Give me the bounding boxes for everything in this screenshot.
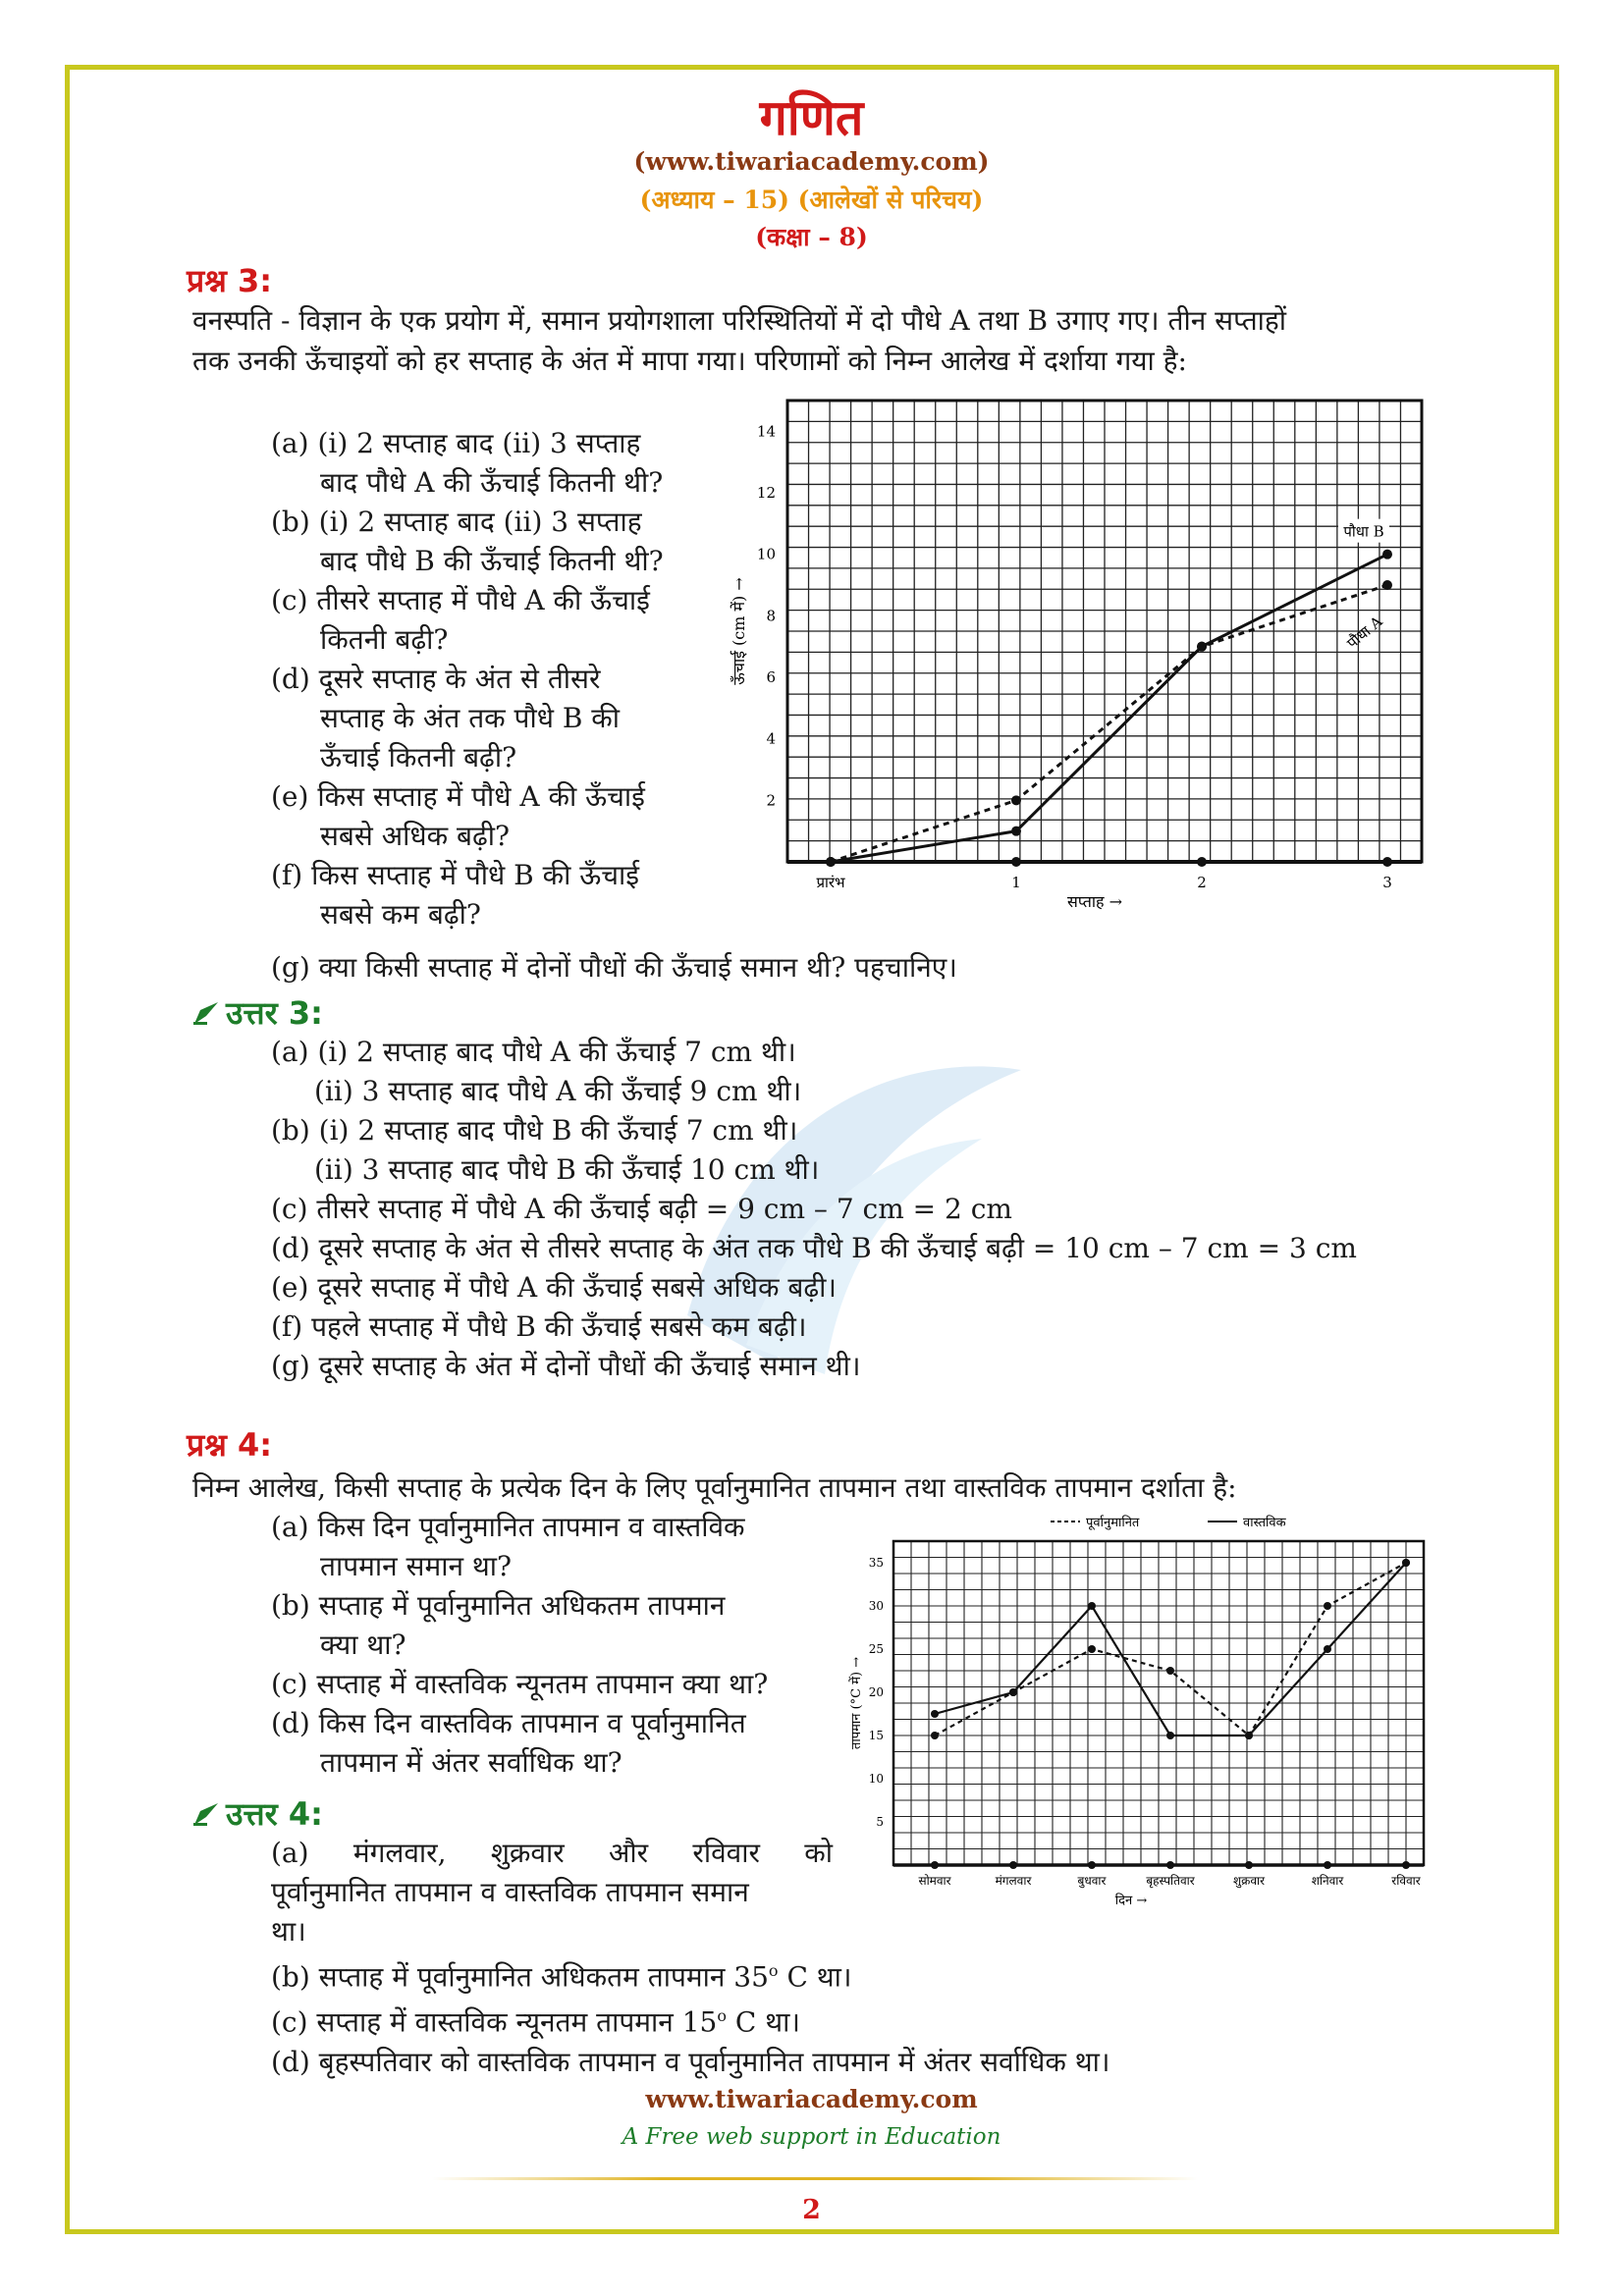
q4-part-d-line-1: (d) किस दिन वास्तविक तापमान व पूर्वानुमानित <box>271 1707 746 1739</box>
q3-part-d-line-2: सप्ताह के अंत तक पौधे B की <box>320 702 621 734</box>
q3-part-f-line-2: सबसे कम बढ़ी? <box>320 898 481 931</box>
y-tick-label: 6 <box>766 668 776 686</box>
a3-line-c: (c) तीसरे सप्ताह में पौधे A की ऊँचाई बढ़ी = 9 cm – 7 cm = 2 cm <box>271 1193 1012 1225</box>
answer-3-heading <box>192 991 323 1034</box>
header-website: (www.tiwariacademy.com) <box>633 147 990 176</box>
y-tick-label: 25 <box>868 1642 884 1656</box>
pen-icon <box>192 1000 222 1026</box>
data-point <box>826 857 836 867</box>
a3-line-a-i: (a) (i) 2 सप्ताह बाद पौधे A की ऊँचाई 7 cm थी। <box>271 1036 796 1068</box>
a3-line-b-i: (b) (i) 2 सप्ताह बाद पौधे B की ऊँचाई 7 cm थी। <box>271 1114 798 1147</box>
answer-3-heading-text: उत्तर 3: <box>226 994 323 1032</box>
y-tick-label: 30 <box>868 1599 884 1613</box>
question-4-parts <box>271 1508 833 1783</box>
question-3-intro <box>192 300 1449 381</box>
question-4-intro: निम्न आलेख, किसी सप्ताह के प्रत्येक दिन के लिए पूर्वानुमानित तापमान तथा वास्तविक तापमान दर्शाता है: <box>192 1471 1237 1504</box>
y-tick-label: 4 <box>766 729 776 748</box>
x-axis-dot <box>1382 857 1392 867</box>
data-point <box>1088 1645 1096 1653</box>
q4-part-b-line-2: क्या था? <box>320 1629 406 1661</box>
a4-line-a-3: था। <box>271 1915 306 1948</box>
data-point <box>1382 580 1392 590</box>
y-tick-label: 8 <box>766 607 776 625</box>
answer-4-rest <box>271 1951 1109 2082</box>
x-tick-label: रविवार <box>1391 1874 1421 1888</box>
a4-line-b <box>271 1951 1109 1997</box>
x-tick-label: 1 <box>1011 874 1021 891</box>
answer-4-heading <box>192 1792 323 1835</box>
x-axis-label: दिन → <box>1114 1894 1148 1908</box>
data-point <box>1324 1645 1331 1653</box>
y-tick-label: 12 <box>756 484 776 502</box>
x-axis-dot <box>1009 1861 1017 1869</box>
x-axis-dot <box>1011 857 1021 867</box>
x-tick-label: 2 <box>1197 874 1207 891</box>
x-axis-dot <box>1324 1861 1331 1869</box>
x-tick-label: प्रारंभ <box>816 874 845 891</box>
page-number: 2 <box>802 2195 821 2225</box>
y-tick-label: 15 <box>868 1729 884 1742</box>
a3-line-b-ii: (ii) 3 सप्ताह बाद पौधे B की ऊँचाई 10 cm थी। <box>314 1153 820 1186</box>
q3-part-b-line-1: (b) (i) 2 सप्ताह बाद (ii) 3 सप्ताह <box>271 506 642 538</box>
x-axis-dot <box>1197 857 1207 867</box>
footer-website[interactable]: www.tiwariacademy.com <box>645 2085 978 2113</box>
x-axis-dot <box>1088 1861 1096 1869</box>
subject-title: गणित <box>759 89 864 146</box>
q3-part-a-line-2: बाद पौधे A की ऊँचाई कितनी थी? <box>320 466 664 499</box>
plant-height-chart <box>727 389 1434 919</box>
x-tick-label: बुधवार <box>1077 1874 1107 1888</box>
answer-3-lines <box>271 1033 1357 1386</box>
x-tick-label: शुक्रवार <box>1232 1874 1266 1888</box>
a3-line-d: (d) दूसरे सप्ताह के अंत से तीसरे सप्ताह के अंत तक पौधे B की ऊँचाई बढ़ी = 10 cm – 7 cm = 3 cm <box>271 1232 1357 1264</box>
a4-line-a-2: पूर्वानुमानित तापमान व वास्तविक तापमान समान <box>271 1876 749 1908</box>
pen-icon <box>192 1801 222 1827</box>
y-tick-label: 5 <box>876 1815 884 1829</box>
x-tick-label: बृहस्पतिवार <box>1146 1874 1195 1888</box>
degree-mark: o <box>717 2006 727 2026</box>
footer-tagline: A Free web support in Education <box>622 2124 1001 2150</box>
x-tick-label: शनिवार <box>1311 1874 1344 1888</box>
chapter-title: (अध्याय – 15) (आलेखों से परिचय) <box>639 186 984 214</box>
a4-line-c <box>271 1997 1109 2042</box>
question-3-heading: प्रश्न 3: <box>187 262 273 299</box>
q3-part-a-line-1: (a) (i) 2 सप्ताह बाद (ii) 3 सप्ताह <box>271 427 641 459</box>
x-axis-dot <box>1166 1861 1174 1869</box>
answer-4-part-a <box>271 1834 833 1951</box>
y-tick-label: 14 <box>756 422 776 441</box>
data-point <box>931 1732 939 1739</box>
degree-mark: o <box>768 1961 779 1980</box>
x-axis-dot <box>931 1861 939 1869</box>
series-label-plant-a: पौधा A <box>1343 613 1386 653</box>
q3-part-f-line-1: (f) किस सप्ताह में पौधे B की ऊँचाई <box>271 859 640 891</box>
y-tick-label: 10 <box>868 1772 884 1786</box>
data-point <box>1166 1667 1174 1675</box>
x-axis-label: सप्ताह → <box>1067 892 1122 911</box>
q3-part-d-line-1: (d) दूसरे सप्ताह के अंत से तीसरे <box>271 663 601 695</box>
data-point <box>1011 795 1021 805</box>
y-tick-label: 10 <box>756 545 776 563</box>
data-point <box>1382 550 1392 560</box>
q3-part-g: (g) क्या किसी सप्ताह में दोनों पौधों की ऊँचाई समान थी? पहचानिए। <box>271 951 957 984</box>
legend-forecast-label: पूर्वानुमानित <box>1086 1516 1140 1530</box>
x-axis-dot <box>1245 1861 1253 1869</box>
data-point <box>1088 1602 1096 1610</box>
data-point <box>1197 642 1207 652</box>
legend-actual-label: वास्तविक <box>1243 1516 1286 1530</box>
y-tick-label: 20 <box>868 1685 884 1699</box>
q4-part-a-line-1: (a) किस दिन पूर्वानुमानित तापमान व वास्तविक <box>271 1511 745 1543</box>
q3-part-e-line-2: सबसे अधिक बढ़ी? <box>320 820 511 852</box>
data-point <box>1402 1559 1410 1567</box>
q4-part-b-line-1: (b) सप्ताह में पूर्वानुमानित अधिकतम तापमान <box>271 1589 726 1622</box>
q3-part-e-line-1: (e) किस सप्ताह में पौधे A की ऊँचाई <box>271 780 645 813</box>
data-point <box>1245 1732 1253 1739</box>
a3-line-f: (f) पहले सप्ताह में पौधे B की ऊँचाई सबसे कम बढ़ी। <box>271 1310 807 1343</box>
a4-line-b-text: (b) सप्ताह में पूर्वानुमानित अधिकतम तापमान 35 <box>271 1960 769 1994</box>
x-tick-label: मंगलवार <box>995 1874 1032 1888</box>
q3-part-d-line-3: ऊँचाई कितनी बढ़ी? <box>320 741 517 774</box>
a3-line-a-ii: (ii) 3 सप्ताह बाद पौधे A की ऊँचाई 9 cm थी। <box>314 1075 802 1107</box>
data-point <box>1324 1602 1331 1610</box>
y-axis-label: ऊँचाई (cm में) → <box>730 577 748 685</box>
question-3-intro-line-2: तक उनकी ऊँचाइयों को हर सप्ताह के अंत में मापा गया। परिणामों को निम्न आलेख में दर्शाया गया है: <box>192 345 1187 377</box>
question-3-parts <box>271 424 715 934</box>
a4-line-a-1: (a) मंगलवार, शुक्रवार और रविवार को <box>271 1837 833 1869</box>
series-label-plant-b: पौधा B <box>1343 522 1384 541</box>
x-tick-label: सोमवार <box>918 1874 951 1888</box>
answer-4-heading-text: उत्तर 4: <box>226 1795 323 1833</box>
a4-line-c-tail: C था। <box>726 2005 800 2039</box>
footer-divider <box>432 2177 1198 2180</box>
x-tick-label: 3 <box>1382 874 1392 891</box>
x-axis-dot <box>1402 1861 1410 1869</box>
q4-part-d-line-2: तापमान में अंतर सर्वाधिक था? <box>320 1746 622 1779</box>
data-point <box>931 1710 939 1718</box>
data-point <box>1011 827 1021 836</box>
q3-part-c-line-2: कितनी बढ़ी? <box>320 623 449 656</box>
a4-line-b-tail: C था। <box>778 1960 852 1994</box>
q4-part-a-line-2: तापमान समान था? <box>320 1550 513 1582</box>
q4-part-c: (c) सप्ताह में वास्तविक न्यूनतम तापमान क्या था? <box>271 1668 769 1700</box>
question-3-intro-line-1: वनस्पति - विज्ञान के एक प्रयोग में, समान प्रयोगशाला परिस्थितियों में दो पौधे A तथा B उगाए गए। तीन सप्ताहों <box>192 304 1287 337</box>
y-axis-label: तापमान (°C में) → <box>849 1656 864 1750</box>
y-tick-label: 35 <box>868 1556 884 1570</box>
y-tick-label: 2 <box>766 791 776 810</box>
data-point <box>1009 1688 1017 1696</box>
q3-part-c-line-1: (c) तीसरे सप्ताह में पौधे A की ऊँचाई <box>271 584 650 616</box>
q3-part-b-line-2: बाद पौधे B की ऊँचाई कितनी थी? <box>320 545 664 577</box>
a3-line-e: (e) दूसरे सप्ताह में पौधे A की ऊँचाई सबसे अधिक बढ़ी। <box>271 1271 837 1304</box>
a3-line-g: (g) दूसरे सप्ताह के अंत में दोनों पौधों की ऊँचाई समान थी। <box>271 1350 861 1382</box>
class-label: (कक्षा – 8) <box>755 223 868 251</box>
a4-line-d: (d) बृहस्पतिवार को वास्तविक तापमान व पूर्वानुमानित तापमान में अंतर सर्वाधिक था। <box>271 2045 1110 2078</box>
data-point <box>1166 1732 1174 1739</box>
a4-line-c-text: (c) सप्ताह में वास्तविक न्यूनतम तापमान 15 <box>271 2005 718 2039</box>
question-4-heading: प्रश्न 4: <box>187 1426 273 1464</box>
temperature-chart <box>844 1508 1443 1920</box>
